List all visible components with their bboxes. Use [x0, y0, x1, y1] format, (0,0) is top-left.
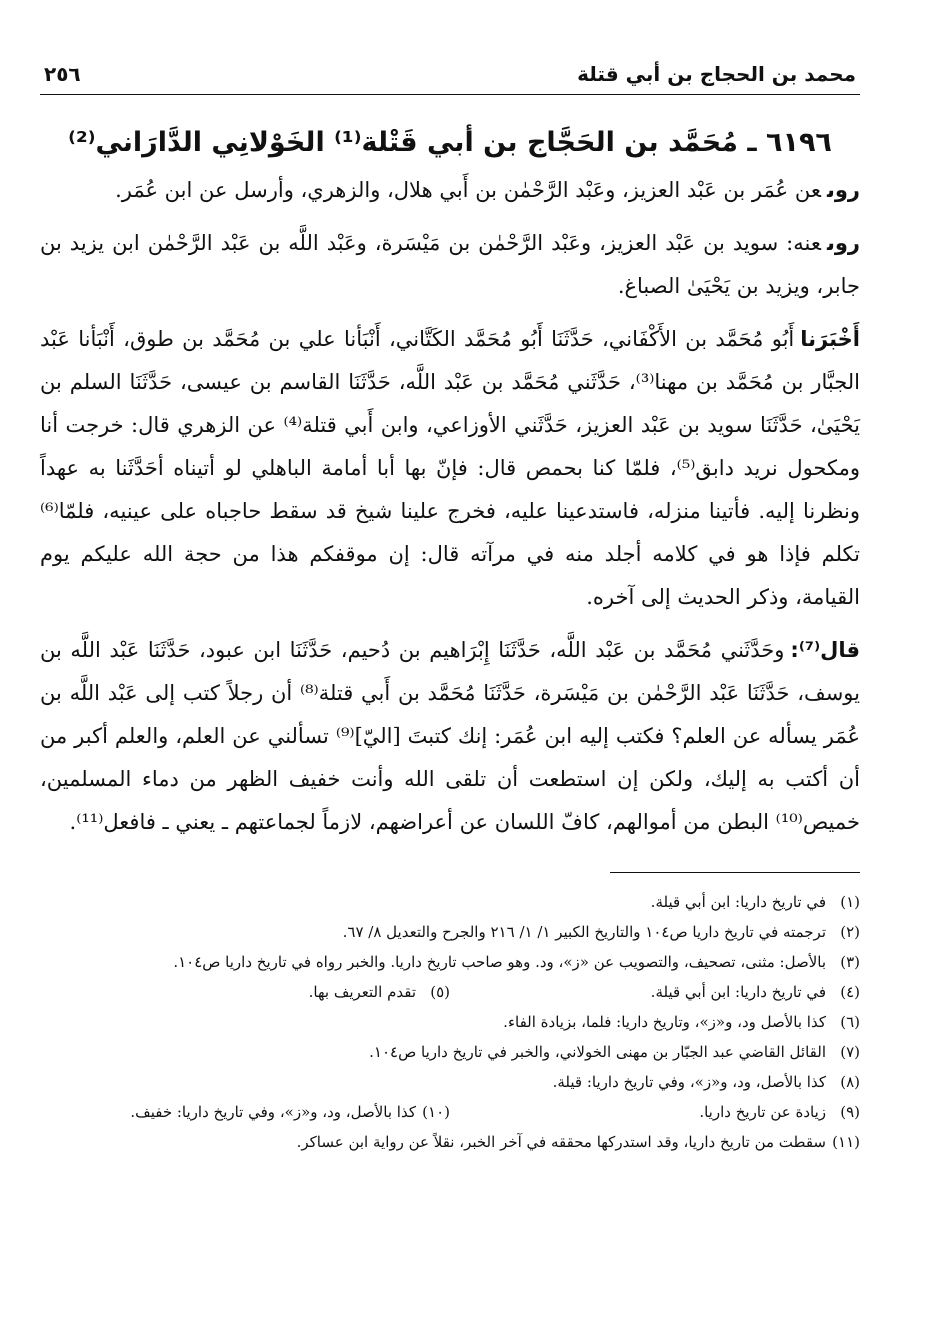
footnote: [40, 887, 860, 917]
paragraph-keyword: قال⁽⁷⁾:: [790, 638, 860, 663]
footnote-number: (٥): [430, 983, 450, 1002]
footnote-text: كذا بالأصل ود، و«ز»، وتاريخ داريا: فلما، بزيادة الفاء.: [503, 1013, 826, 1032]
footnote-number: (٢): [840, 923, 860, 942]
paragraph-narrated-from: [40, 169, 860, 212]
paragraph-text: عن عُمَر بن عَبْد العزيز، وعَبْد الرَّحْمٰن بن أَبي هلال، والزهري، وأرسل عن ابن عُمَر.: [115, 178, 821, 203]
paragraph-text: أَبُو مُحَمَّد بن الأَكْفَاني، حَدَّثَنَا أَبُو مُحَمَّد الكَتَّاني، أَنْبَأنا علي بن مُحَمَّد بن طوق، أَنْبَأنا عَبْد الجبَّار بن مُحَمَّد بن مهنا⁽³⁾، حَدَّثَني مُحَمَّد بن عَبْد اللَّه، حَدَّثَنَا القاسم بن عيسى، حَدَّثَنَا السلم بن يَحْيَىٰ، حَدَّثَنَا سويد بن عَبْد العزيز، حَدَّثَني الأوزاعي، وابن أَبي قتلة⁽⁴⁾ عن الزهري قال: خرجت أنا ومكحول نريد دابق⁽⁵⁾، فلمّا كنا بحمص قال: فإنّ بها أبا أمامة الباهلي لو أتيناه أحَدَّثَنا به عهداً ونظرنا إليه. فأتينا منزله، فاستدعينا عليه، فخرج علينا شيخ قد سقط حاجباه على عينيه، فلمّا⁽⁶⁾ تكلم فإذا هو في كلامه أجلد منه في مرآته قال: إن موقفكم هذا من حجة الله عليكم يوم القيامة، وذكر الحديث إلى آخره.: [40, 327, 860, 610]
footnote-text: في تاريخ داريا: ابن أبي قيلة.: [650, 893, 826, 912]
footnote-text: تقدم التعريف بها.: [308, 983, 416, 1002]
paragraph-keyword: روى: [826, 231, 860, 256]
footnote-pair: [40, 977, 860, 1007]
footnote-pair: [40, 1097, 860, 1127]
running-title: محمد بن الحجاج بن أبي قتلة: [577, 62, 856, 86]
footnote-number: (١): [840, 893, 860, 912]
footnote: [40, 1127, 860, 1157]
footnote-text: في تاريخ داريا: ابن أبي قيلة.: [650, 983, 826, 1002]
footnote-text: سقطت من تاريخ داريا، وقد استدركها محققه في آخر الخبر، نقلاً عن رواية ابن عساكر.: [296, 1133, 826, 1152]
footnote-text: كذا بالأصل، ود، و«ز»، وفي تاريخ داريا: خفيف.: [130, 1103, 416, 1122]
footnote-number: (١١): [832, 1133, 860, 1152]
footnote-number: (٤): [840, 983, 860, 1002]
footnote: [40, 1037, 860, 1067]
footnote: [40, 917, 860, 947]
footnote-number: (٦): [840, 1013, 860, 1032]
footnote-text: زيادة عن تاريخ داريا.: [699, 1103, 826, 1122]
footnote: [450, 1097, 860, 1127]
footnote: [450, 977, 860, 1007]
footnote: [40, 977, 450, 1007]
footnote-text: ترجمته في تاريخ داريا ص١٠٤ والتاريخ الكبير ١/ ١/ ٢١٦ والجرح والتعديل ٨/ ٦٧.: [342, 923, 826, 942]
footnote: [40, 1097, 450, 1127]
paragraph-text: عنه: سويد بن عَبْد العزيز، وعَبْد الرَّحْمٰن بن مَيْسَرة، وعَبْد اللَّه بن عَبْد الرَّحْمٰن ابن يزيد بن جابر، ويزيد بن يَحْيَىٰ الصباغ.: [40, 231, 860, 299]
footnote: [40, 1067, 860, 1097]
footnote: [40, 947, 860, 977]
paragraph-narrated-by: [40, 222, 860, 308]
entry-title: ٦١٩٦ ـ مُحَمَّد بن الحَجَّاج بن أبي قَتْلة⁽¹⁾ الخَوْلانِي الدَّارَاني⁽²⁾: [68, 127, 832, 158]
footnote-number: (٧): [840, 1043, 860, 1062]
footnote-number: (١٠): [422, 1103, 450, 1122]
paragraph-keyword: أَخْبَرَنا: [800, 327, 860, 352]
footnote-text: بالأصل: مثنى، تصحيف، والتصويب عن «ز»، ود. وهو صاحب تاريخ داريا. والخبر رواه في تاريخ داريا ص١٠٤.: [173, 953, 826, 972]
footnotes: [40, 887, 860, 1157]
footnote-divider: [610, 872, 860, 873]
footnote-text: كذا بالأصل، ود، و«ز»، وفي تاريخ داريا: قيلة.: [552, 1073, 826, 1092]
page-header: [40, 62, 860, 95]
footnote-text: القائل القاضي عبد الجبّار بن مهنى الخولاني، والخبر في تاريخ داريا ص١٠٤.: [369, 1043, 826, 1062]
footnote-number: (٨): [840, 1073, 860, 1092]
paragraph-letter-story: [40, 629, 860, 844]
footnote-number: (٣): [840, 953, 860, 972]
paragraph-hadith-chain: [40, 318, 860, 619]
footnote: [40, 1007, 860, 1037]
page-number: ٢٥٦: [44, 62, 81, 86]
paragraph-text: وحَدَّثَني مُحَمَّد بن عَبْد اللَّه، حَدَّثَنَا إِبْرَاهيم بن دُحيم، حَدَّثَنَا ابن عبود، حَدَّثَنَا عَبْد اللَّه بن يوسف، حَدَّثَنَا عَبْد الرَّحْمٰن بن مَيْسَرة، حَدَّثَنَا مُحَمَّد بن أَبي قتلة⁽⁸⁾ أن رجلاً كتب إلى عَبْد اللَّه بن عُمَر يسأله عن العلم؟ فكتب إليه ابن عُمَر: إنك كتبتَ [اليّ]⁽⁹⁾ تسألني عن العلم، والعلم أكبر من أن أكتب به إليك، ولكن إن استطعت أن تلقى الله وأنت خفيف الظهر من دماء المسلمين، خميص⁽¹⁰⁾ البطن من أموالهم، كافّ اللسان عن أعراضهم، لازماً لجماعتهم ـ يعني ـ فافعل⁽¹¹⁾.: [40, 638, 860, 835]
footnote-number: (٩): [840, 1103, 860, 1122]
paragraph-keyword: روى: [826, 178, 860, 203]
